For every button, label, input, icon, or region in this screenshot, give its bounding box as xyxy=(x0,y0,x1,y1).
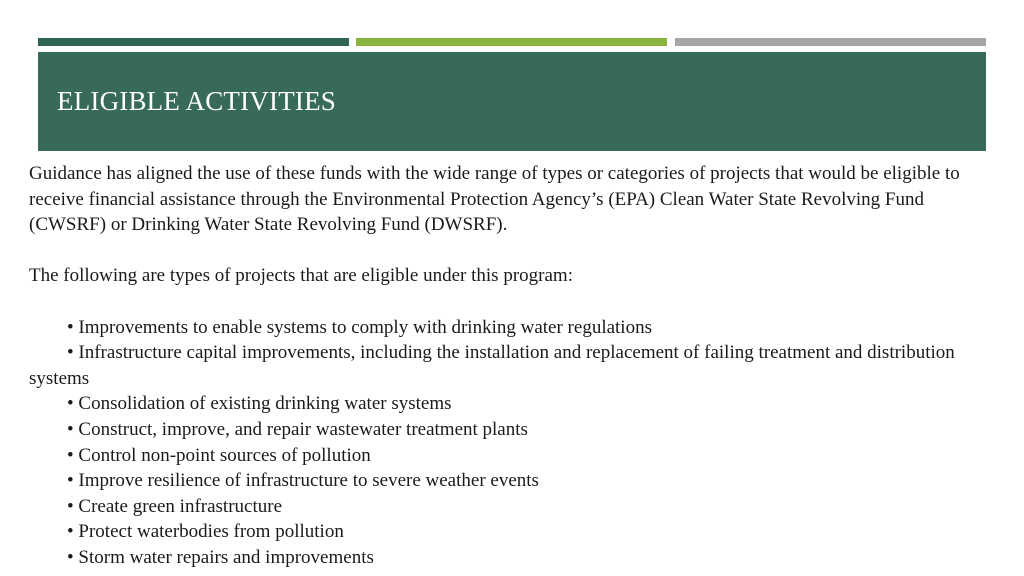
list-item: • Control non-point sources of pollution xyxy=(67,444,371,466)
list-item: • Improvements to enable systems to comply with drinking water regulations xyxy=(67,316,652,338)
slide-body xyxy=(29,161,994,571)
list-item: • Infrastructure capital improvements, including the installation and replacement of failing treatment and distribution systems xyxy=(29,342,955,389)
title-band xyxy=(38,52,986,151)
accent-bar-gray xyxy=(675,38,986,46)
spacer xyxy=(29,238,994,264)
list-item: • Create green infrastructure xyxy=(67,495,283,517)
accent-bar-dark-green xyxy=(38,38,349,46)
spacer xyxy=(29,289,994,315)
lead-in-paragraph: The following are types of projects that are eligible under this program: xyxy=(29,265,573,287)
eligible-projects-list xyxy=(29,315,994,571)
list-item: • Storm water repairs and improvements xyxy=(67,546,374,568)
list-item: • Construct, improve, and repair wastewater treatment plants xyxy=(67,418,528,440)
list-item: • Protect waterbodies from pollution xyxy=(67,521,344,543)
slide-title: ELIGIBLE ACTIVITIES xyxy=(57,86,336,116)
accent-bar-light-green xyxy=(356,38,667,46)
intro-paragraph: Guidance has aligned the use of these funds with the wide range of types or categories of projects that would be eligible to receive financial assistance through the Environmental Protection Agency’s (EPA) Clean Water State Revolving Fund (CWSRF) or Drinking Water State Revolving Fund (DWSRF). xyxy=(29,163,960,236)
list-item: • Consolidation of existing drinking water systems xyxy=(67,393,452,415)
list-item: • Improve resilience of infrastructure to severe weather events xyxy=(67,470,539,492)
